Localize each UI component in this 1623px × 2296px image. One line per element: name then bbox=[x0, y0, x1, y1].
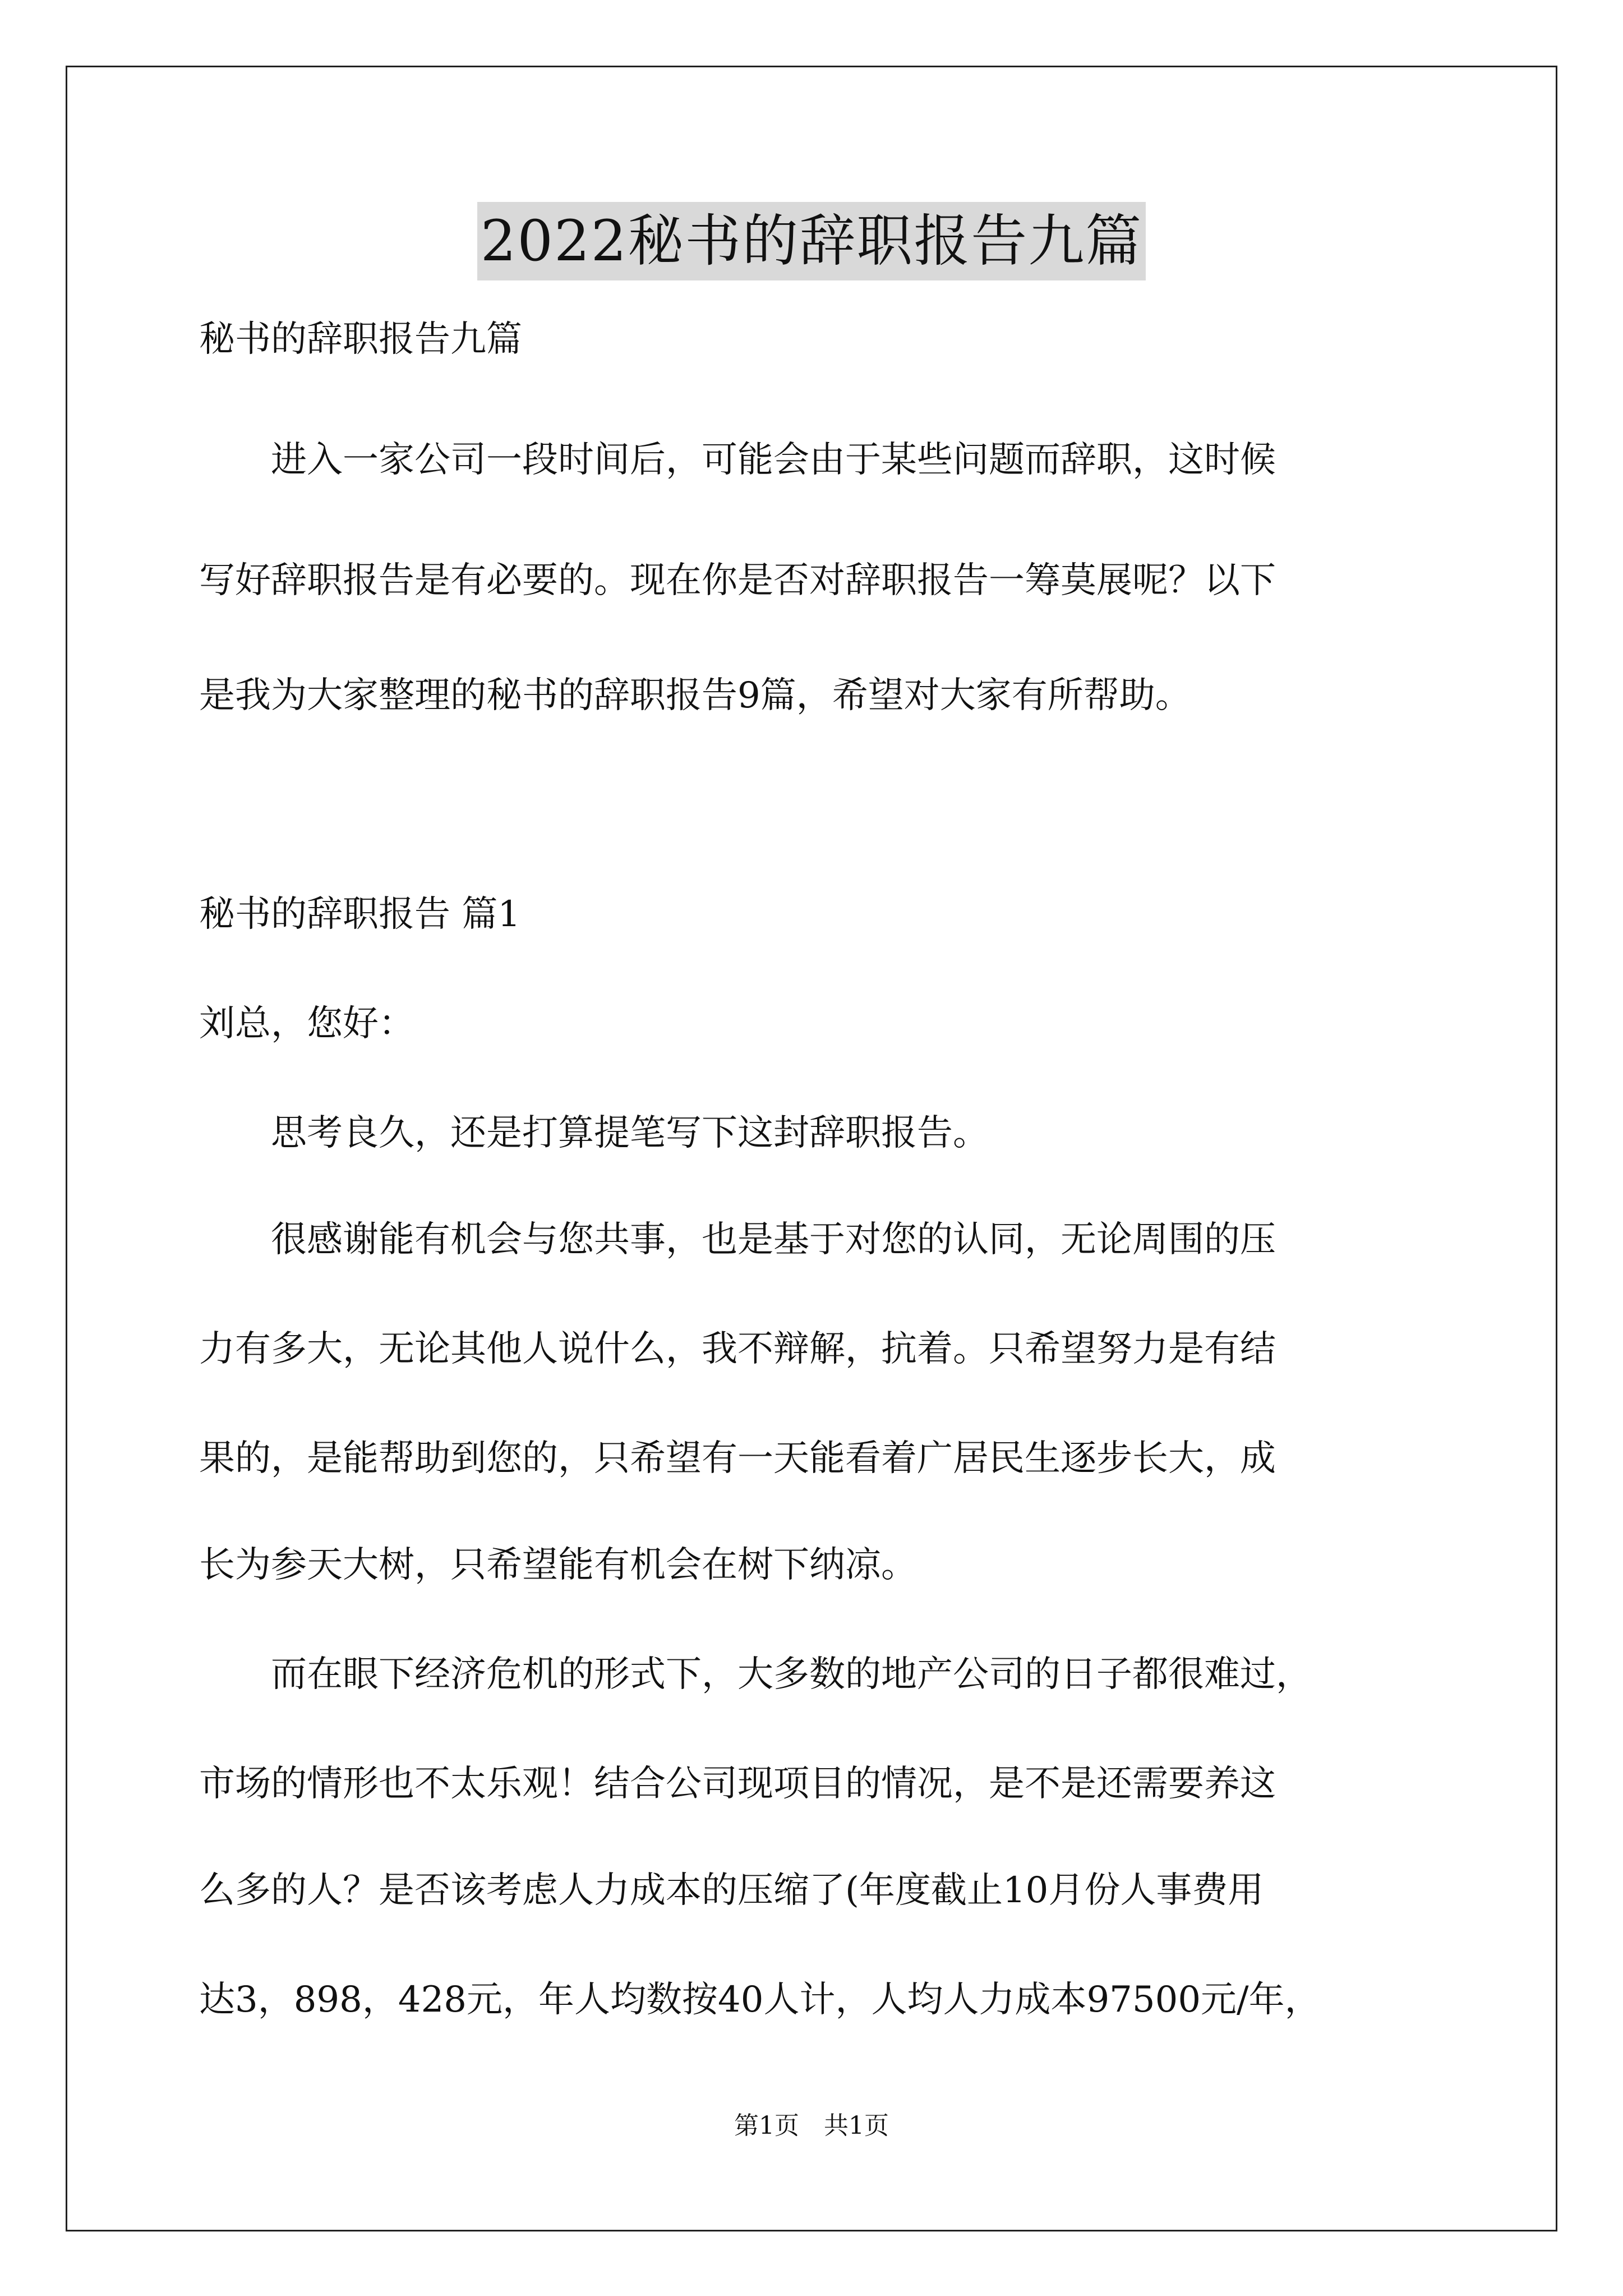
paragraph-line: 而在眼下经济危机的形式下，大多数的地产公司的日子都很难过， bbox=[199, 1654, 1312, 1695]
section-heading: 秘书的辞职报告 篇1 bbox=[199, 894, 521, 935]
title-container bbox=[0, 202, 1623, 280]
salutation: 刘总，您好： bbox=[199, 1003, 414, 1045]
paragraph-line: 市场的情形也不太乐观！结合公司现项目的情况，是不是还需要养这 bbox=[199, 1763, 1276, 1805]
document-title: 2022秘书的辞职报告九篇 bbox=[477, 202, 1146, 280]
paragraph-line: 达3，898，428元，年人均数按40人计，人均人力成本97500元/年， bbox=[199, 1979, 1321, 2021]
paragraph-line: 长为参天大树，只希望能有机会在树下纳凉。 bbox=[199, 1544, 917, 1586]
paragraph-line: 力有多大，无论其他人说什么，我不辩解，抗着。只希望努力是有结 bbox=[199, 1328, 1276, 1370]
page-footer: 第1页 共1页 bbox=[734, 2111, 889, 2140]
paragraph-line: 很感谢能有机会与您共事，也是基于对您的认同，无论周围的压 bbox=[199, 1219, 1276, 1260]
paragraph-line: 进入一家公司一段时间后，可能会由于某些问题而辞职，这时候 bbox=[199, 439, 1276, 481]
paragraph-line: 么多的人？是否该考虑人力成本的压缩了(年度截止10月份人事费用 bbox=[199, 1870, 1264, 1911]
paragraph-line: 是我为大家整理的秘书的辞职报告9篇，希望对大家有所帮助。 bbox=[199, 675, 1191, 716]
paragraph-line: 果的，是能帮助到您的，只希望有一天能看着广居民生逐步长大，成 bbox=[199, 1438, 1276, 1479]
paragraph-line: 思考良久，还是打算提笔写下这封辞职报告。 bbox=[199, 1112, 989, 1154]
subtitle-line: 秘书的辞职报告九篇 bbox=[199, 319, 522, 360]
paragraph-line: 写好辞职报告是有必要的。现在你是否对辞职报告一筹莫展呢？以下 bbox=[199, 560, 1276, 601]
